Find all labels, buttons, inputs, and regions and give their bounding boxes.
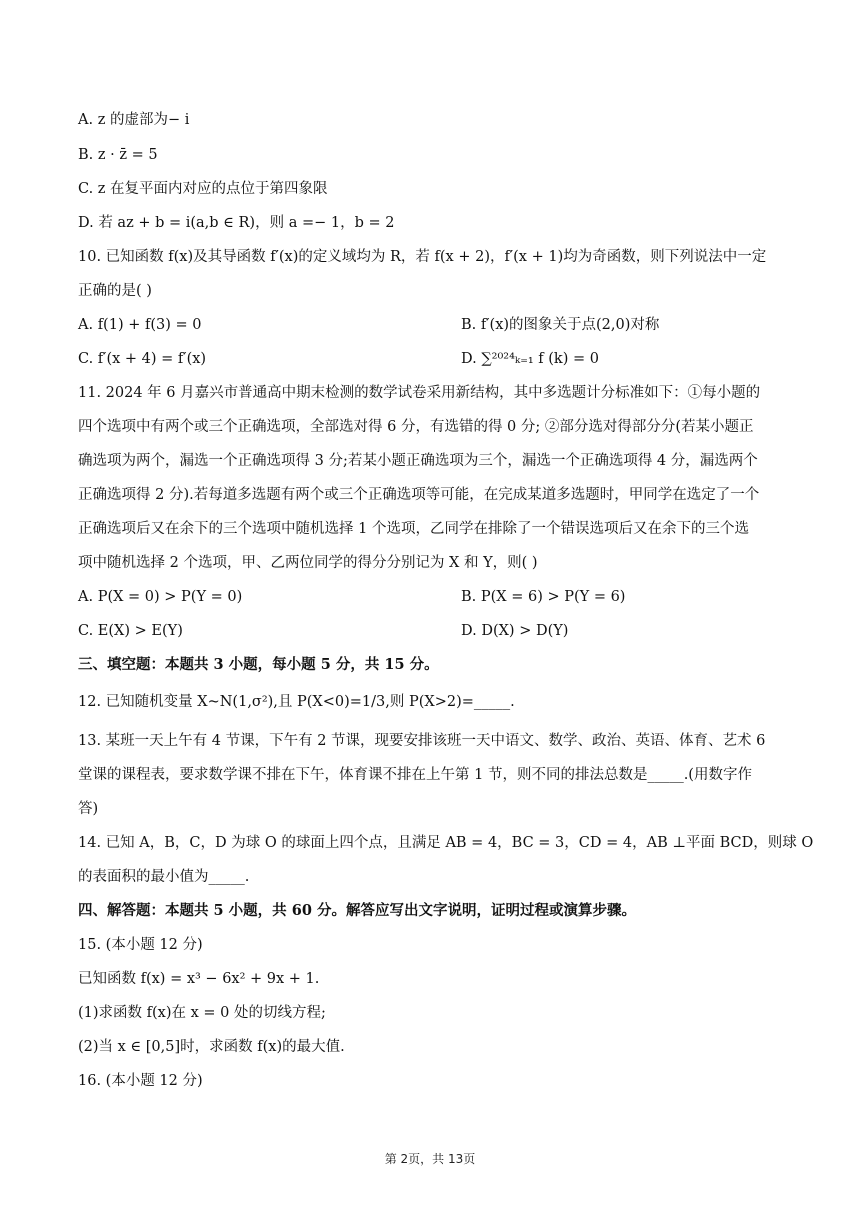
q10-stem-line2: 正确的是( ) (78, 283, 152, 299)
q11-line4: 正确选项得 2 分).若每道多选题有两个或三个正确选项等可能，在完成某道多选题时，甲同学在选定了一个 (78, 487, 760, 503)
q11-line2: 四个选项中有两个或三个正确选项，全部选对得 6 分，有选错的得 0 分; ②部分选对得部分分(若某小题正 (78, 419, 754, 435)
q11-option-a: A. P(X = 0) > P(Y = 0) (78, 589, 243, 605)
q15-part2: (2)当 x ∈ [0,5]时，求函数 f(x)的最大值. (78, 1039, 345, 1055)
q15-part1: (1)求函数 f(x)在 x = 0 处的切线方程; (78, 1005, 326, 1021)
q13-line1: 13. 某班一天上午有 4 节课，下午有 2 节课，现要安排该班一天中语文、数学、政治、英语、体育、艺术 6 (78, 733, 766, 749)
q10-options-row2 (78, 349, 788, 369)
q16-heading: 16. (本小题 12 分) (78, 1073, 203, 1089)
q10-options-row1 (78, 315, 788, 335)
q10-option-d: D. ∑²⁰²⁴ₖ₌₁ f (k) = 0 (461, 351, 599, 367)
q11-line3: 确选项为两个，漏选一个正确选项得 3 分;若某小题正确选项为三个，漏选一个正确选项得 4 分，漏选两个 (78, 453, 758, 469)
q11-options-row1 (78, 587, 788, 607)
q10-stem-line1: 10. 已知函数 f(x)及其导函数 f′(x)的定义域均为 R，若 f(x + 2)，f′(x + 1)均为奇函数，则下列说法中一定 (78, 249, 767, 265)
q9-option-c: C. z 在复平面内对应的点位于第四象限 (78, 181, 328, 197)
q9-option-a: A. z 的虚部为− i (78, 112, 190, 128)
page-footer: 第 2页，共 13页 (384, 1152, 476, 1166)
q11-option-c: C. E(X) > E(Y) (78, 623, 183, 639)
q11-option-d: D. D(X) > D(Y) (461, 623, 569, 639)
q11-line1: 11. 2024 年 6 月嘉兴市普通高中期末检测的数学试卷采用新结构，其中多选题计分标准如下：①每小题的 (78, 385, 761, 401)
q15-given: 已知函数 f(x) = x³ − 6x² + 9x + 1. (78, 971, 320, 987)
q13-line3: 答) (78, 801, 99, 817)
q11-line5: 正确选项后又在余下的三个选项中随机选择 1 个选项，乙同学在排除了一个错误选项后又在余下的三个选 (78, 521, 749, 537)
q14-line1: 14. 已知 A，B，C，D 为球 O 的球面上四个点，且满足 AB = 4，BC = 3，CD = 4，AB ⊥平面 BCD，则球 O (78, 835, 814, 851)
q11-options-row2 (78, 621, 788, 641)
q12-text: 12. 已知随机变量 X~N(1,σ²),且 P(X<0)=1/3,则 P(X>2)=_____. (78, 694, 515, 710)
q10-option-b: B. f′(x)的图象关于点(2,0)对称 (461, 317, 660, 333)
q14-line2: 的表面积的最小值为_____. (78, 869, 250, 885)
section-3-heading: 三、填空题：本题共 3 小题，每小题 5 分，共 15 分。 (78, 656, 439, 673)
q11-option-b: B. P(X = 6) > P(Y = 6) (461, 589, 626, 605)
q10-option-a: A. f(1) + f(3) = 0 (78, 317, 202, 333)
q15-heading: 15. (本小题 12 分) (78, 937, 203, 953)
q9-option-b: B. z · z̄ = 5 (78, 147, 158, 163)
q9-option-d: D. 若 az + b = i(a,b ∈ R)，则 a =− 1，b = 2 (78, 215, 395, 231)
q10-option-c: C. f′(x + 4) = f′(x) (78, 351, 207, 367)
q13-line2: 堂课的课程表，要求数学课不排在下午，体育课不排在上午第 1 节，则不同的排法总数是_____.(用数字作 (78, 767, 752, 783)
q11-line6: 项中随机选择 2 个选项，甲、乙两位同学的得分分别记为 X 和 Y，则( ) (78, 555, 538, 571)
section-4-heading: 四、解答题：本题共 5 小题，共 60 分。解答应写出文字说明，证明过程或演算步骤。 (78, 902, 636, 919)
